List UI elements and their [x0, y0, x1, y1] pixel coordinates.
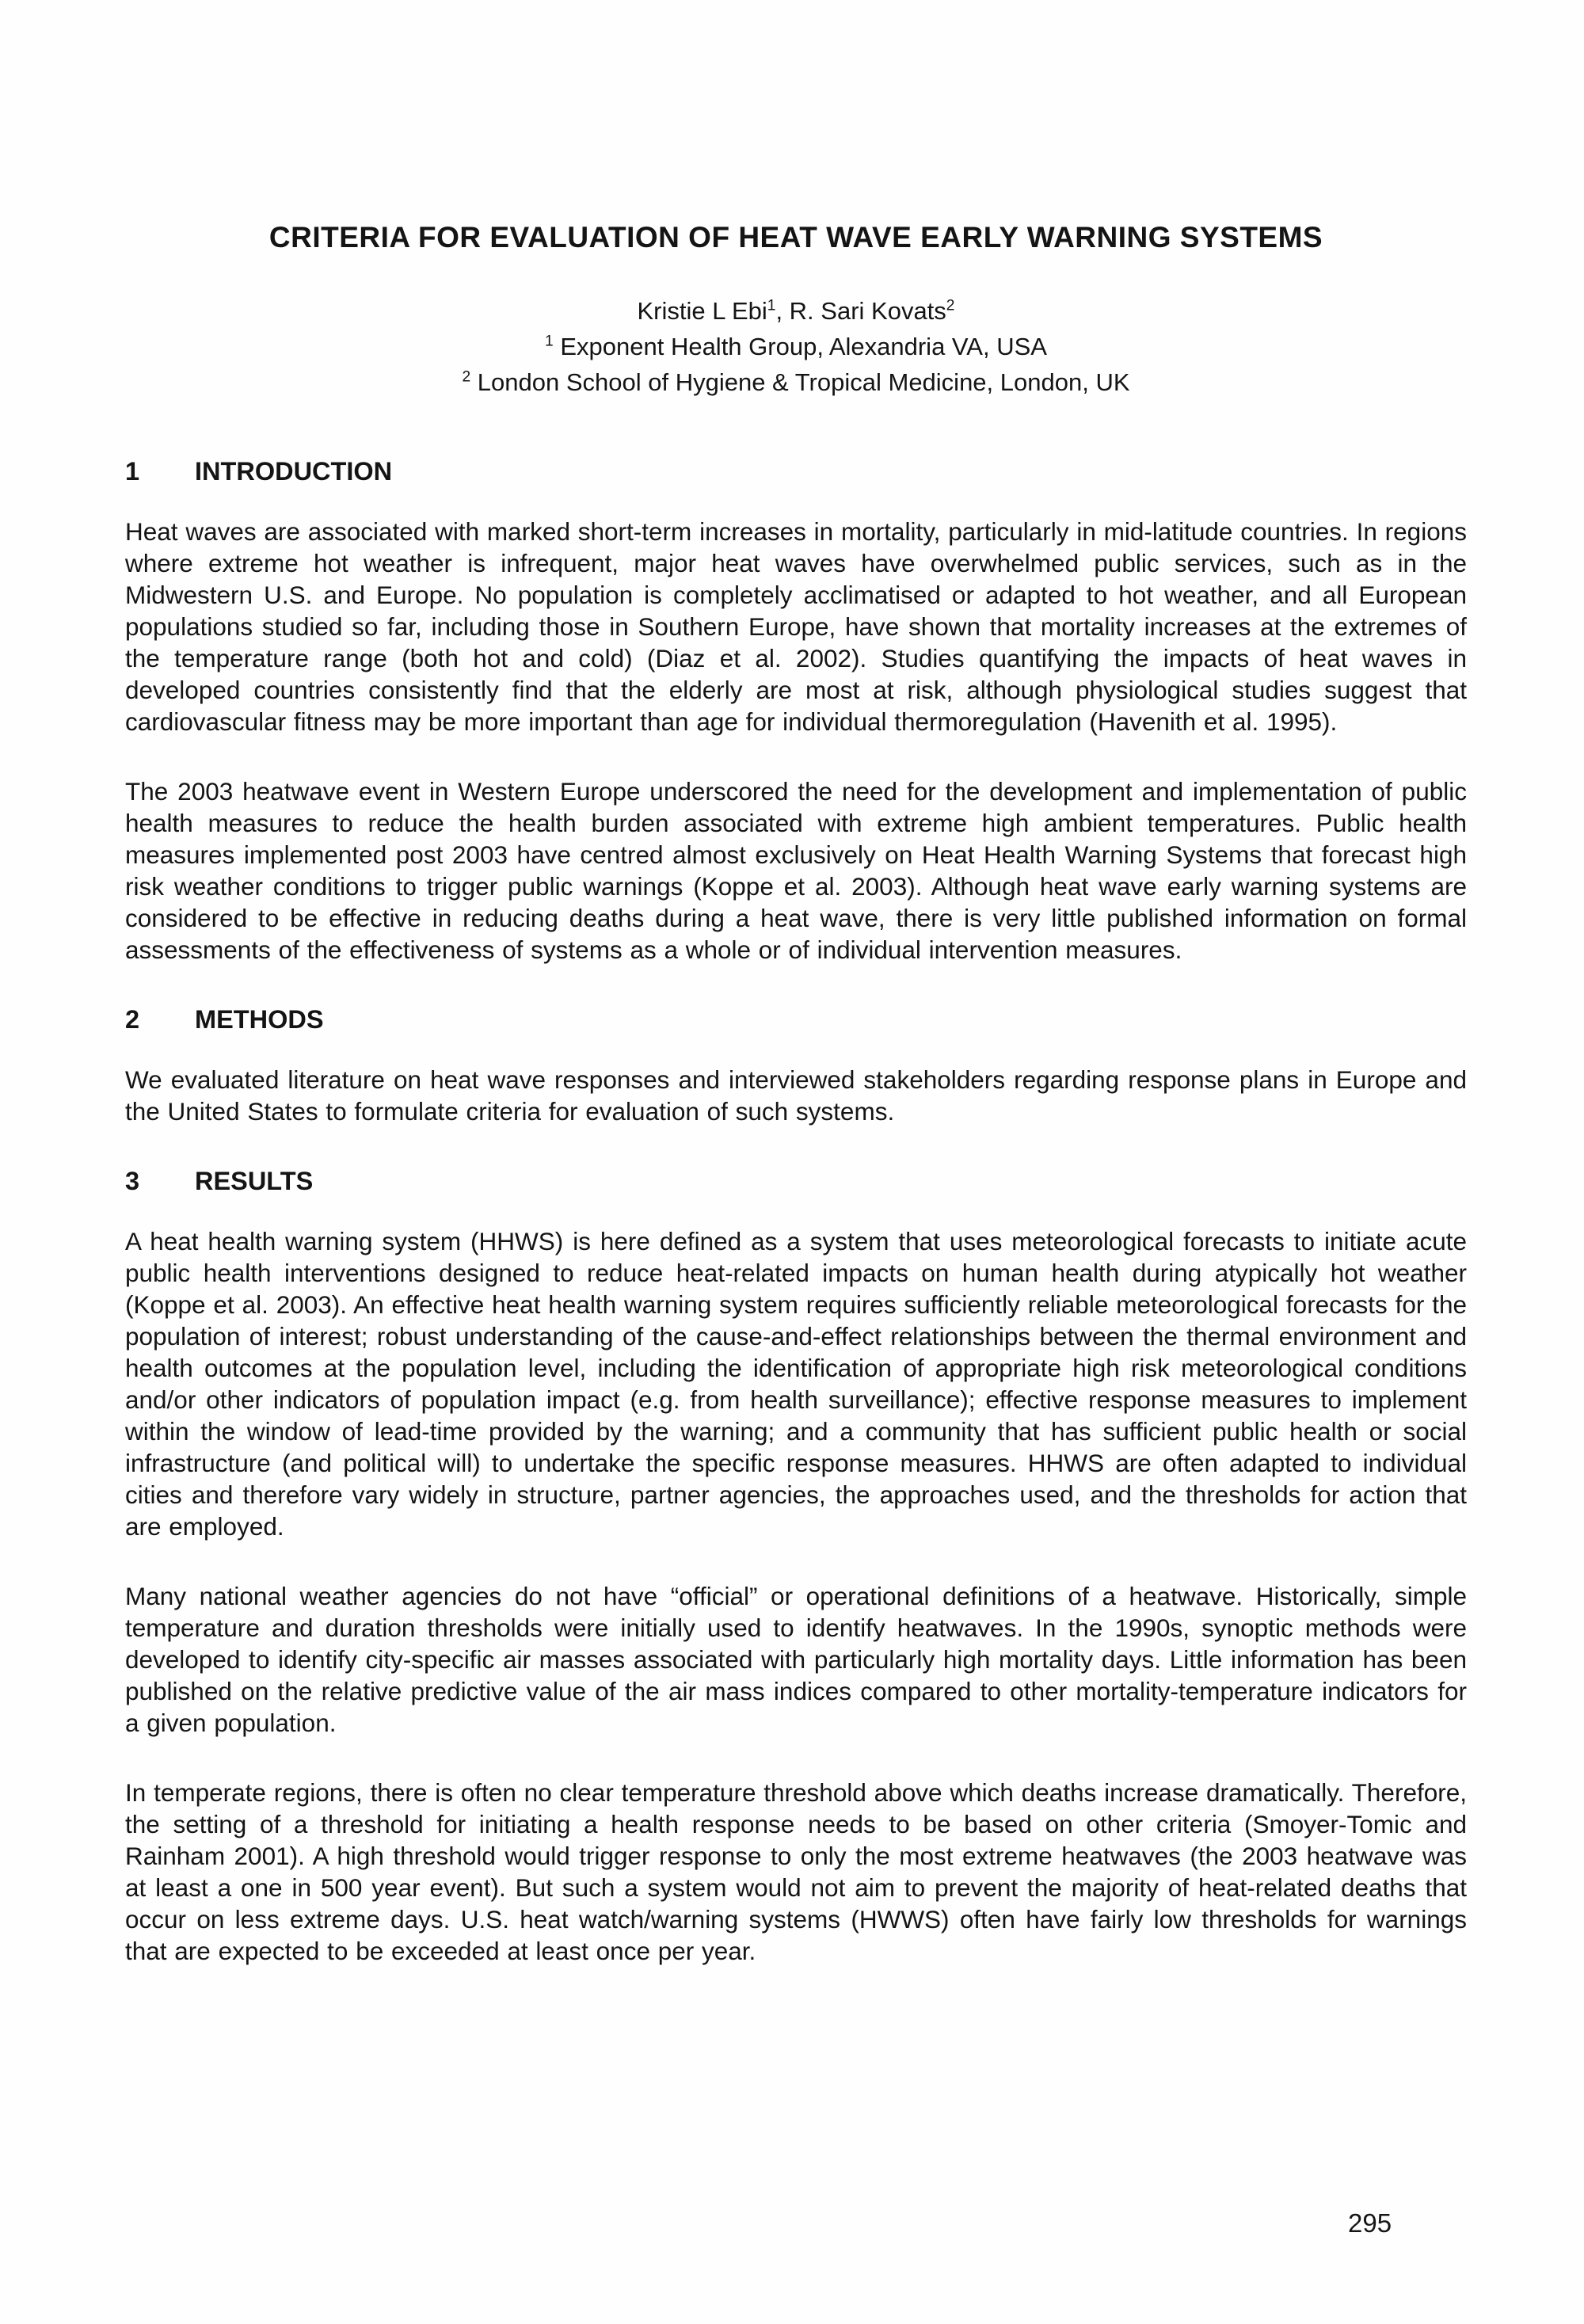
paragraph-results-2: Many national weather agencies do not have “official” or operational definitions of a heatwave. Historically, simple temperature and duration thresholds were initially used to identify heatwaves. In the 1990s, synoptic methods were developed to identify city-specific air masses associated with particularly high mortality days. Little information has been published on the relative predictive value of the air mass indices compared to other mortality-temperature indicators for a given population.: [125, 1582, 1467, 1737]
section-heading-label: RESULTS: [195, 1167, 314, 1195]
section-heading-label: INTRODUCTION: [195, 457, 393, 486]
paragraph-results-3: In temperate regions, there is often no clear temperature threshold above which deaths increase dramatically. Therefore, the setting of a threshold for initiating a health response needs to be based on other criteria (Smoyer-Tomic and Rainham 2001). A high threshold would trigger response to only the most extreme heatwaves (the 2003 heatwave was at least a one in 500 year event). But such a system would not aim to prevent the majority of heat-related deaths that occur on less extreme days. U.S. heat watch/warning systems (HWWS) often have fairly low thresholds for warnings that are expected to be exceeded at least once per year.: [125, 1778, 1467, 1965]
paper-content: [125, 219, 1467, 2005]
page-number: 295: [1348, 2208, 1392, 2238]
paragraph-intro-2: The 2003 heatwave event in Western Europe underscored the need for the development and implementation of public health measures to reduce the health burden associated with extreme high ambient temperatures. Public health measures implemented post 2003 have centred almost exclusively on Heat Health Warning Systems that forecast high risk weather conditions to trigger public warnings (Koppe et al. 2003). Although heat wave early warning systems are considered to be effective in reducing deaths during a heat wave, there is very little published information on formal assessments of the effectiveness of systems as a whole or of individual intervention measures.: [125, 777, 1467, 964]
author-block: [125, 293, 1467, 400]
affiliation-2-superscript: 2: [462, 368, 471, 386]
author-2-superscript: 2: [946, 297, 955, 314]
affiliation-2-text: London School of Hygiene & Tropical Medicine, London, UK: [470, 368, 1130, 396]
paper-title: CRITERIA FOR EVALUATION OF HEAT WAVE EARLY WARNING SYSTEMS: [268, 221, 1323, 253]
section-number: 3: [125, 1167, 140, 1195]
section-number: 2: [125, 1005, 140, 1034]
section-heading-introduction: [125, 455, 1467, 487]
author-name-1: Kristie L Ebi: [637, 297, 767, 325]
paragraph-results-1: A heat health warning system (HHWS) is here defined as a system that uses meteorological forecasts to initiate acute public health interventions designed to reduce heat-related impacts on human health during atypically hot weather (Koppe et al. 2003). An effective heat health warning system requires sufficiently reliable meteorological forecasts for the population of interest; robust understanding of the cause-and-effect relationships between the thermal environment and health outcomes at the population level, including the identification of appropriate high risk meteorological conditions and/or other indicators of population impact (e.g. from health surveillance); effective response measures to implement within the window of lead-time provided by the warning; and a community that has sufficient public health or social infrastructure (and political will) to undertake the specific response measures. HHWS are often adapted to individual cities and therefore vary widely in structure, partner agencies, the approaches used, and the thresholds for action that are employed.: [125, 1227, 1467, 1541]
author-name-2: R. Sari Kovats: [789, 297, 946, 325]
author-1-superscript: 1: [767, 297, 776, 314]
affiliation-2: [125, 364, 1467, 400]
section-number: 1: [125, 457, 140, 486]
author-separator: ,: [775, 297, 790, 325]
paragraph-methods-1: We evaluated literature on heat wave responses and interviewed stakeholders regarding response plans in Europe and the United States to formulate criteria for evaluation of such systems.: [125, 1065, 1467, 1126]
affiliation-1-text: Exponent Health Group, Alexandria VA, USA: [553, 333, 1047, 360]
affiliation-1-superscript: 1: [545, 333, 554, 350]
affiliation-1: [125, 329, 1467, 364]
author-names-line: [125, 293, 1467, 329]
section-heading-methods: [125, 1004, 1467, 1035]
section-heading-label: METHODS: [195, 1005, 324, 1034]
paragraph-intro-1: Heat waves are associated with marked short-term increases in mortality, particularly in mid-latitude countries. In regions where extreme hot weather is infrequent, major heat waves have overwhelmed public services, such as in the Midwestern U.S. and Europe. No population is completely acclimatised or adapted to hot weather, and all European populations studied so far, including those in Southern Europe, have shown that mortality increases at the extremes of the temperature range (both hot and cold) (Diaz et al. 2002). Studies quantifying the impacts of heat waves in developed countries consistently find that the elderly are most at risk, although physiological studies suggest that cardiovascular fitness may be more important than age for individual thermoregulation (Havenith et al. 1995).: [125, 517, 1467, 736]
section-heading-results: [125, 1165, 1467, 1197]
